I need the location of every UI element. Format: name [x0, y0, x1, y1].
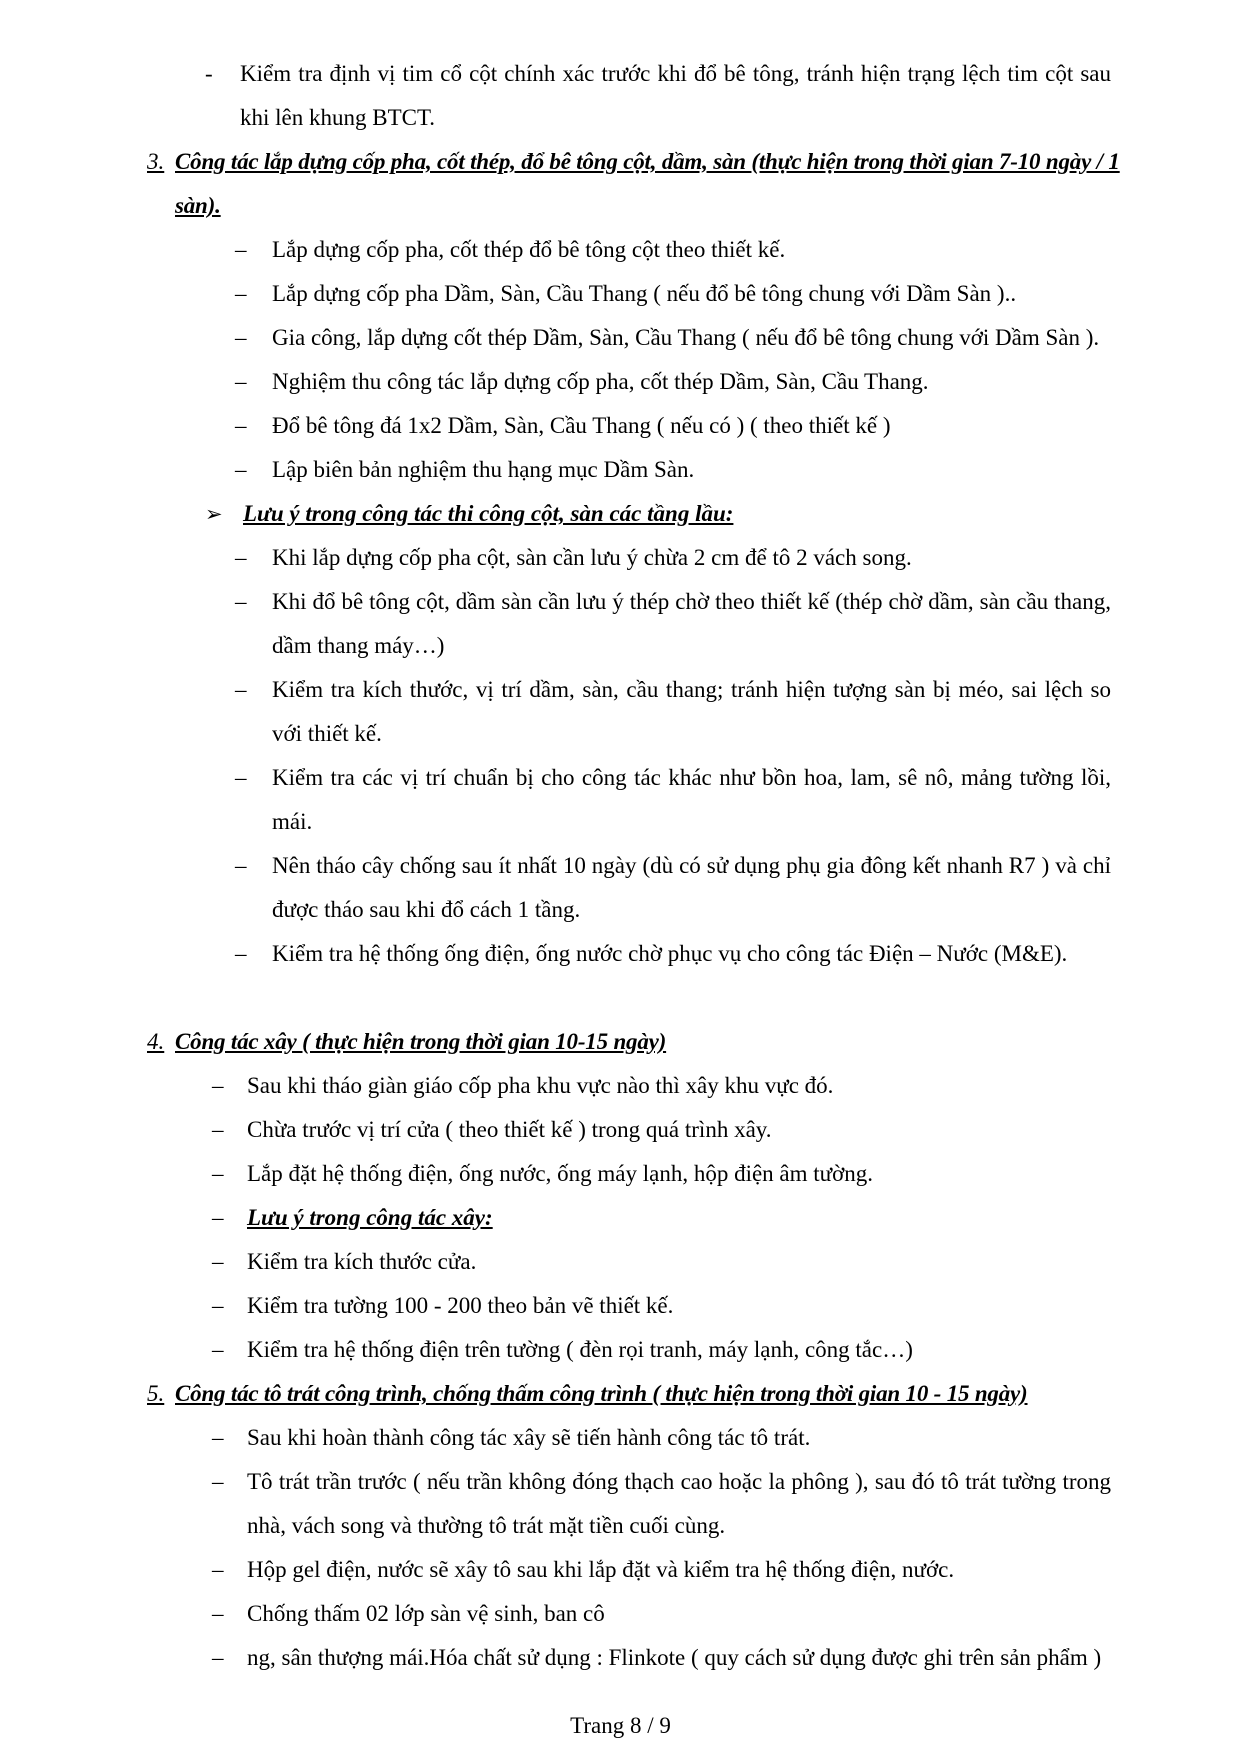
list-item-text: Nghiệm thu công tác lắp dựng cốp pha, cốt thép Dầm, Sàn, Cầu Thang.	[272, 369, 929, 394]
section-title: Công tác xây ( thực hiện trong thời gian 10-15 ngày)	[175, 1029, 667, 1054]
section-heading-3	[147, 140, 1155, 228]
list-item	[235, 228, 1111, 272]
page-number-footer: Trang 8 / 9	[570, 1713, 671, 1738]
list-item-text: Khi lắp dựng cốp pha cột, sàn cần lưu ý chừa 2 cm để tô 2 vách song.	[272, 545, 912, 570]
list-item	[235, 932, 1111, 976]
dash-bullet-icon: –	[235, 457, 247, 482]
list-item	[235, 404, 1111, 448]
list-item	[212, 1328, 1111, 1372]
list-item	[235, 668, 1111, 756]
dash-bullet-icon: –	[212, 1469, 224, 1494]
list-item-text: Chừa trước vị trí cửa ( theo thiết kế ) trong quá trình xây.	[247, 1117, 772, 1142]
list-item-text: Kiểm tra hệ thống điện trên tường ( đèn rọi tranh, máy lạnh, công tắc…)	[247, 1337, 913, 1362]
blank-line	[0, 976, 1241, 1020]
dash-bullet-icon: –	[235, 589, 247, 614]
list-item	[212, 1416, 1111, 1460]
list-item-text: Nên tháo cây chống sau ít nhất 10 ngày (dù có sử dụng phụ gia đông kết nhanh R7 ) và chỉ được tháo sau khi đổ cách 1 tầng.	[272, 853, 1111, 922]
list-item	[212, 1152, 1111, 1196]
dash-bullet-icon: –	[212, 1073, 224, 1098]
dash-bullet-icon: –	[212, 1117, 224, 1142]
list-item	[235, 360, 1111, 404]
list-item-text: Lắp đặt hệ thống điện, ống nước, ống máy lạnh, hộp điện âm tường.	[247, 1161, 874, 1186]
dash-bullet-icon: –	[235, 941, 247, 966]
section-number: 4.	[147, 1029, 165, 1054]
dash-bullet-icon: –	[235, 545, 247, 570]
dash-bullet-icon: –	[235, 677, 247, 702]
note-item	[205, 492, 1111, 536]
dash-bullet-icon: –	[212, 1293, 224, 1318]
list-item-text: Kiểm tra hệ thống ống điện, ống nước chờ phục vụ cho công tác Điện – Nước (M&E).	[272, 941, 1068, 966]
list-item-text: Kiểm tra tường 100 - 200 theo bản vẽ thiết kế.	[247, 1293, 674, 1318]
list-item-text: Khi đổ bê tông cột, dầm sàn cần lưu ý thép chờ theo thiết kế (thép chờ dầm, sàn cầu thang, dầm thang máy…)	[272, 589, 1111, 658]
section-title: Công tác lắp dựng cốp pha, cốt thép, đổ bê tông cột, dầm, sàn (thực hiện trong thời gian 7-10 ngày / 1 sàn).	[175, 149, 1120, 218]
dash-bullet-icon: –	[212, 1249, 224, 1274]
list-item-text: Kiểm tra kích thước, vị trí dầm, sàn, cầu thang; tránh hiện tượng sàn bị méo, sai lệch so với thiết kế.	[272, 677, 1111, 746]
list-item-text: Gia công, lắp dựng cốt thép Dầm, Sàn, Cầu Thang ( nếu đổ bê tông chung với Dầm Sàn ).	[272, 325, 1100, 350]
arrowhead-bullet-icon: ➢	[205, 502, 223, 526]
dash-bullet-icon: –	[212, 1161, 224, 1186]
dash-bullet-icon: –	[235, 369, 247, 394]
list-item	[212, 1064, 1111, 1108]
section-heading-4	[147, 1020, 1155, 1064]
dash-bullet-icon: –	[212, 1205, 224, 1230]
list-item	[212, 1284, 1111, 1328]
list-item	[212, 1108, 1111, 1152]
section-heading-5	[147, 1372, 1155, 1416]
section-number: 3.	[147, 149, 165, 174]
list-item-text: Lắp dựng cốp pha Dầm, Sàn, Cầu Thang ( nếu đổ bê tông chung với Dầm Sàn )..	[272, 281, 1017, 306]
dash-bullet-icon: –	[235, 413, 247, 438]
list-item	[235, 316, 1111, 360]
dash-bullet-icon: –	[212, 1645, 224, 1670]
list-item-text: Kiểm tra kích thước cửa.	[247, 1249, 477, 1274]
list-item-text: Lập biên bản nghiệm thu hạng mục Dầm Sàn.	[272, 457, 695, 482]
dash-bullet-icon: –	[212, 1425, 224, 1450]
note-item-text: Lưu ý trong công tác thi công cột, sàn các tầng lầu:	[243, 501, 734, 526]
dash-bullet-icon: –	[212, 1601, 224, 1626]
list-item	[235, 448, 1111, 492]
dash-bullet-icon: –	[235, 765, 247, 790]
list-item-text: Tô trát trần trước ( nếu trần không đóng thạch cao hoặc la phông ), sau đó tô trát tường trong nhà, vách song và thường tô trát mặt tiền cuối cùng.	[247, 1469, 1111, 1538]
list-item-text: Lắp dựng cốp pha, cốt thép đổ bê tông cột theo thiết kế.	[272, 237, 786, 262]
list-item	[212, 1240, 1111, 1284]
dash-bullet-icon: –	[212, 1557, 224, 1582]
list-item	[235, 272, 1111, 316]
note-item-text: Lưu ý trong công tác xây:	[247, 1205, 493, 1230]
list-item	[235, 536, 1111, 580]
list-item	[212, 1460, 1111, 1548]
list-item	[212, 1548, 1111, 1592]
list-item	[235, 756, 1111, 844]
section-title: Công tác tô trát công trình, chống thấm công trình ( thực hiện trong thời gian 10 - 15 ngày)	[175, 1381, 1028, 1406]
list-item-text: ng, sân thượng mái.Hóa chất sử dụng : Flinkote ( quy cách sử dụng được ghi trên sản phẩm )	[247, 1645, 1102, 1670]
list-item	[235, 844, 1111, 932]
dash-bullet-icon: –	[235, 853, 247, 878]
list-item	[212, 1636, 1111, 1680]
dash-bullet-icon: –	[235, 325, 247, 350]
list-item-text: Chống thấm 02 lớp sàn vệ sinh, ban cô	[247, 1601, 605, 1626]
list-item-text: Kiểm tra định vị tim cổ cột chính xác trước khi đổ bê tông, tránh hiện trạng lệch tim cột sau khi lên khung BTCT.	[240, 61, 1111, 130]
list-item	[235, 580, 1111, 668]
list-item	[212, 1592, 1111, 1636]
section-number: 5.	[147, 1381, 165, 1406]
list-item-text: Hộp gel điện, nước sẽ xây tô sau khi lắp đặt và kiểm tra hệ thống điện, nước.	[247, 1557, 955, 1582]
list-item-text: Kiểm tra các vị trí chuẩn bị cho công tác khác như bồn hoa, lam, sê nô, mảng tường lồi, mái.	[272, 765, 1111, 834]
list-item-text: Sau khi hoàn thành công tác xây sẽ tiến hành công tác tô trát.	[247, 1425, 811, 1450]
dash-bullet-icon: –	[235, 281, 247, 306]
note-item	[212, 1196, 1111, 1240]
dash-bullet-icon: –	[212, 1337, 224, 1362]
list-item-text: Sau khi tháo giàn giáo cốp pha khu vực nào thì xây khu vực đó.	[247, 1073, 834, 1098]
list-item-text: Đổ bê tông đá 1x2 Dầm, Sàn, Cầu Thang ( nếu có ) ( theo thiết kế )	[272, 413, 891, 438]
dash-bullet-icon: –	[235, 237, 247, 262]
hyphen-bullet-icon: -	[205, 61, 213, 86]
list-item	[205, 52, 1111, 140]
